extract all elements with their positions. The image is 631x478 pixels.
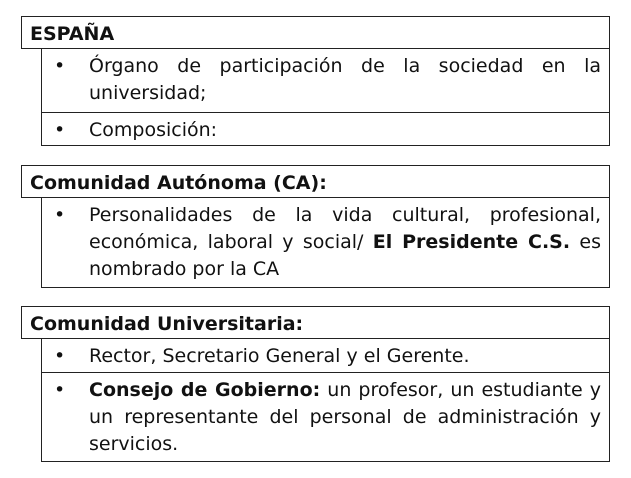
bullet-icon: •: [54, 119, 66, 141]
section-comunidad-autonoma: [21, 165, 610, 288]
item-text: Órgano de participación de la sociedad en la universidad;: [89, 55, 601, 104]
list-item: [42, 112, 609, 145]
item-text-post: un profesor, un estudiante y un representante del personal de administración y servicios.: [89, 379, 601, 455]
item-text-pre: Personalidades de la vida cultural, profesional, económica, laboral y social/: [89, 204, 601, 253]
section-items: [41, 198, 610, 288]
list-item: [42, 49, 609, 112]
item-text-bold: El Presidente C.S.: [372, 231, 571, 253]
section-items: [41, 339, 610, 462]
bullet-icon: •: [54, 204, 66, 226]
bullet-icon: •: [54, 345, 66, 367]
bullet-icon: •: [54, 379, 66, 401]
section-heading: ESPAÑA: [21, 16, 610, 49]
section-espana: [21, 16, 610, 146]
item-text-post: es nombrado por la CA: [89, 231, 601, 280]
item-text-bold: Consejo de Gobierno:: [89, 379, 321, 401]
item-text: Rector, Secretario General y el Gerente.: [89, 345, 470, 367]
bullet-icon: •: [54, 55, 66, 77]
section-comunidad-universitaria: [21, 306, 610, 462]
list-item: [42, 198, 609, 287]
section-heading: Comunidad Autónoma (CA):: [21, 165, 610, 198]
list-item: [42, 372, 609, 461]
list-item: [42, 339, 609, 372]
section-heading: Comunidad Universitaria:: [21, 306, 610, 339]
section-items: [41, 49, 610, 146]
item-text: Composición:: [89, 119, 218, 141]
